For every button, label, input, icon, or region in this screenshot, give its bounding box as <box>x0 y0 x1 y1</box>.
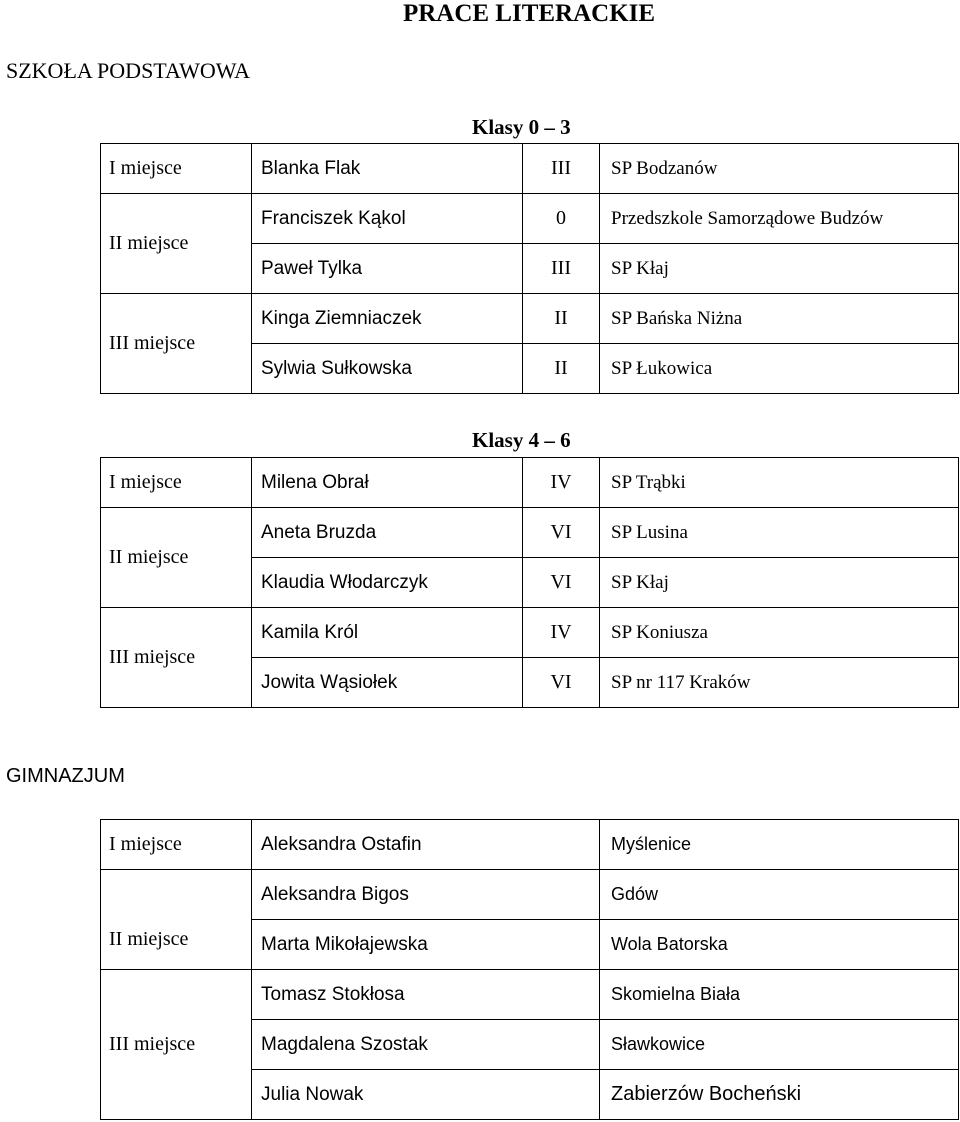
name-cell: Klaudia Włodarczyk <box>252 558 523 608</box>
name-cell: Tomasz Stokłosa <box>252 970 523 1020</box>
section-heading-gymnasium: GIMNAZJUM <box>6 765 125 787</box>
table-row <box>101 458 959 508</box>
place-cell: III miejsce <box>101 294 252 394</box>
place-cell: I miejsce <box>101 144 252 194</box>
place-cell: II miejsce <box>101 870 252 970</box>
school-cell: SP Koniusza <box>600 608 959 658</box>
name-cell: Kinga Ziemniaczek <box>252 294 523 344</box>
name-cell: Aleksandra Ostafin <box>252 820 523 870</box>
school-cell: Przedszkole Samorządowe Budzów <box>600 194 959 244</box>
table-row <box>101 508 959 558</box>
group-heading-4-6: Klasy 4 – 6 <box>472 428 571 452</box>
class-cell: IV <box>523 608 600 658</box>
empty-cell <box>523 1020 600 1070</box>
city-cell: Skomielna Biała <box>600 970 959 1020</box>
results-table-klasy-0-3 <box>100 143 959 394</box>
city-cell: Gdów <box>600 870 959 920</box>
city-cell: Wola Batorska <box>600 920 959 970</box>
empty-cell <box>523 970 600 1020</box>
empty-cell <box>523 1070 600 1120</box>
name-cell: Aleksandra Bigos <box>252 870 523 920</box>
school-cell: SP Bodzanów <box>600 144 959 194</box>
school-cell: SP nr 117 Kraków <box>600 658 959 708</box>
class-cell: VI <box>523 508 600 558</box>
name-cell: Julia Nowak <box>252 1070 523 1120</box>
class-cell: 0 <box>523 194 600 244</box>
table-row <box>101 970 959 1020</box>
empty-cell <box>523 920 600 970</box>
name-cell: Aneta Bruzda <box>252 508 523 558</box>
class-cell: III <box>523 244 600 294</box>
name-cell: Sylwia Sułkowska <box>252 344 523 394</box>
city-cell: Sławkowice <box>600 1020 959 1070</box>
group-heading-0-3: Klasy 0 – 3 <box>472 115 571 139</box>
school-cell: SP Trąbki <box>600 458 959 508</box>
place-cell: III miejsce <box>101 970 252 1120</box>
class-cell: III <box>523 144 600 194</box>
name-cell: Milena Obrał <box>252 458 523 508</box>
name-cell: Franciszek Kąkol <box>252 194 523 244</box>
name-cell: Marta Mikołajewska <box>252 920 523 970</box>
table-row <box>101 144 959 194</box>
school-cell: SP Bańska Niżna <box>600 294 959 344</box>
city-cell: Myślenice <box>600 820 959 870</box>
school-cell: SP Lusina <box>600 508 959 558</box>
table-row <box>101 870 959 920</box>
name-cell: Kamila Król <box>252 608 523 658</box>
name-cell: Magdalena Szostak <box>252 1020 523 1070</box>
results-table-klasy-4-6 <box>100 457 959 708</box>
table-row <box>101 608 959 658</box>
place-cell: II miejsce <box>101 194 252 294</box>
place-cell: III miejsce <box>101 608 252 708</box>
place-cell: I miejsce <box>101 820 252 870</box>
name-cell: Jowita Wąsiołek <box>252 658 523 708</box>
results-table-gimnazjum <box>100 819 959 1120</box>
city-cell: Zabierzów Bocheński <box>600 1070 959 1120</box>
name-cell: Paweł Tylka <box>252 244 523 294</box>
school-cell: SP Łukowica <box>600 344 959 394</box>
empty-cell <box>523 870 600 920</box>
section-heading-primary: SZKOŁA PODSTAWOWA <box>6 58 250 83</box>
table-row <box>101 294 959 344</box>
name-cell: Blanka Flak <box>252 144 523 194</box>
table-row <box>101 820 959 870</box>
school-cell: SP Kłaj <box>600 244 959 294</box>
page-title: PRACE LITERACKIE <box>402 0 656 27</box>
class-cell: IV <box>523 458 600 508</box>
table-row <box>101 194 959 244</box>
place-cell: I miejsce <box>101 458 252 508</box>
school-cell: SP Kłaj <box>600 558 959 608</box>
class-cell: VI <box>523 558 600 608</box>
class-cell: VI <box>523 658 600 708</box>
empty-cell <box>523 820 600 870</box>
class-cell: II <box>523 294 600 344</box>
class-cell: II <box>523 344 600 394</box>
place-cell: II miejsce <box>101 508 252 608</box>
